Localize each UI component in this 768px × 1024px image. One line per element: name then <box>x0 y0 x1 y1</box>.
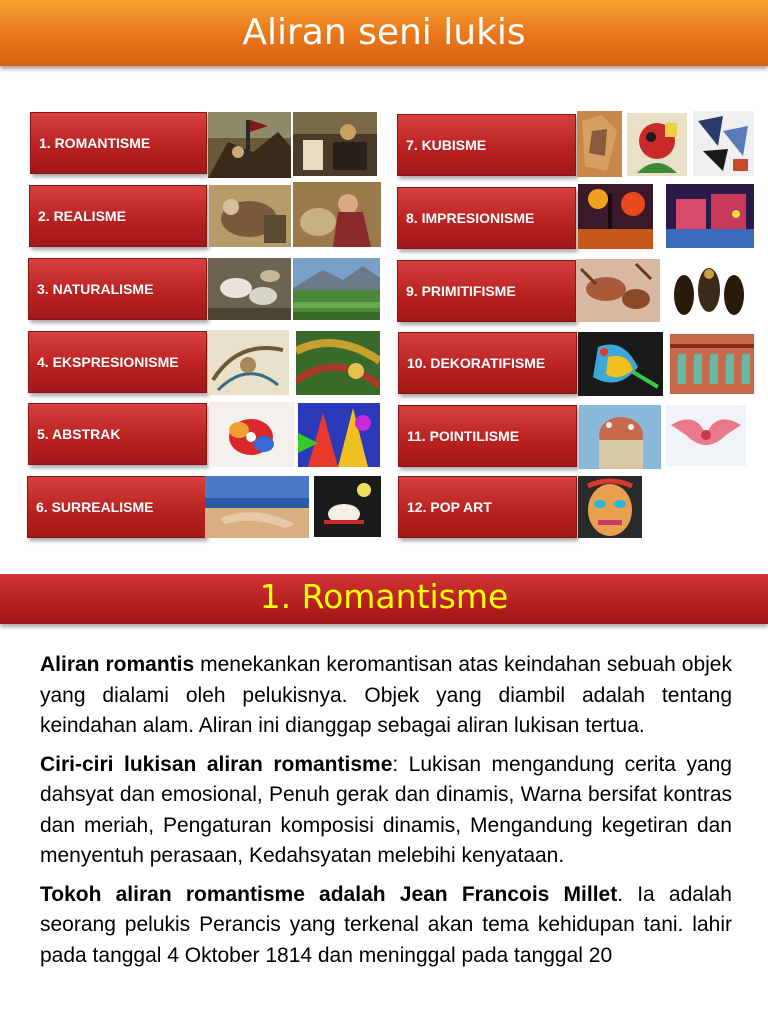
paragraph-2-bold: Ciri-ciri lukisan aliran romantisme <box>40 752 393 776</box>
painting-thumbnail <box>579 405 661 469</box>
paragraph-1-bold: Aliran romantis <box>40 653 195 676</box>
item-label: 2. REALISME <box>38 208 126 224</box>
item-label: 7. KUBISME <box>406 137 487 153</box>
item-romantisme[interactable] <box>30 112 207 174</box>
paragraph-3-bold: Tokoh aliran romantisme adalah Jean Francois Millet <box>40 882 618 906</box>
item-dekoratifisme[interactable] <box>398 332 577 394</box>
item-label: 1. ROMANTISME <box>39 135 151 151</box>
item-label: 11. POINTILISME <box>407 428 520 444</box>
painting-thumbnail <box>666 405 746 466</box>
item-ekspresionisme[interactable] <box>28 331 207 393</box>
painting-thumbnail <box>209 185 291 247</box>
section-title-bar <box>0 574 768 624</box>
painting-thumbnail <box>298 403 380 467</box>
painting-thumbnail <box>664 260 754 320</box>
painting-thumbnail <box>576 259 660 322</box>
slide-title: Aliran seni lukis <box>242 12 526 53</box>
section-title: 1. Romantisme <box>259 577 509 616</box>
painting-thumbnail <box>314 476 381 537</box>
item-label: 8. IMPRESIONISME <box>406 210 535 226</box>
item-realisme[interactable] <box>29 185 207 247</box>
item-pointilisme[interactable] <box>398 405 577 467</box>
paragraph-1-text: menekankan keromantisan atas keindahan sebuah objek yang dialami oleh pelukisnya. Objek yang diambil adalah tentang keindahan alam. Aliran ini dianggap sebagai aliran lukisan tertua. <box>40 653 732 737</box>
item-label: 6. SURREALISME <box>36 499 154 515</box>
painting-thumbnail <box>209 402 295 467</box>
item-primitifisme[interactable] <box>397 260 576 322</box>
painting-thumbnail <box>577 111 622 177</box>
item-kubisme[interactable] <box>397 114 576 176</box>
slide-title-bar <box>0 0 768 66</box>
painting-thumbnail <box>578 476 642 538</box>
item-label: 9. PRIMITIFISME <box>406 283 516 299</box>
painting-thumbnail <box>693 111 754 176</box>
painting-thumbnail <box>293 182 381 247</box>
painting-thumbnail <box>670 334 754 394</box>
painting-thumbnail <box>208 330 289 395</box>
item-naturalisme[interactable] <box>28 258 207 320</box>
painting-thumbnail <box>293 258 380 320</box>
item-surrealisme[interactable] <box>27 476 206 538</box>
paragraph-1 <box>40 650 732 742</box>
body-text <box>40 650 732 979</box>
painting-thumbnail <box>293 112 377 176</box>
item-label: 3. NATURALISME <box>37 281 154 297</box>
painting-thumbnail <box>296 331 380 395</box>
item-label: 10. DEKORATIFISME <box>407 355 546 371</box>
painting-thumbnail <box>578 184 653 249</box>
painting-thumbnail <box>205 476 309 538</box>
paragraph-2-text: : Lukisan mengandung cerita yang dahsyat dan emosional, Penuh gerak dan dinamis, Warna bersifat kontras dan meriah, Pengaturan komposisi dinamis, Mengandung kegetiran dan menyentuh perasaan, Kedahsyatan melebihi kenyataan. <box>40 752 732 867</box>
painting-thumbnail <box>578 332 663 396</box>
painting-thumbnail <box>666 184 754 248</box>
item-impresionisme[interactable] <box>397 187 576 249</box>
paragraph-2 <box>40 750 732 872</box>
item-abstrak[interactable] <box>28 403 207 465</box>
paragraph-3 <box>40 880 732 972</box>
item-label: 4. EKSPRESIONISME <box>37 354 179 370</box>
item-label: 5. ABSTRAK <box>37 426 121 442</box>
paragraph-3-text: . Ia adalah seorang pelukis Perancis yang terkenal akan tema kehidupan tani. lahir pada tanggal 4 Oktober 1814 dan meninggal pada tanggal 20 <box>40 882 732 967</box>
painting-thumbnail <box>627 113 687 176</box>
painting-thumbnail <box>208 258 291 320</box>
item-pop-art[interactable] <box>398 476 577 538</box>
item-label: 12. POP ART <box>407 499 492 515</box>
painting-thumbnail <box>208 112 291 178</box>
